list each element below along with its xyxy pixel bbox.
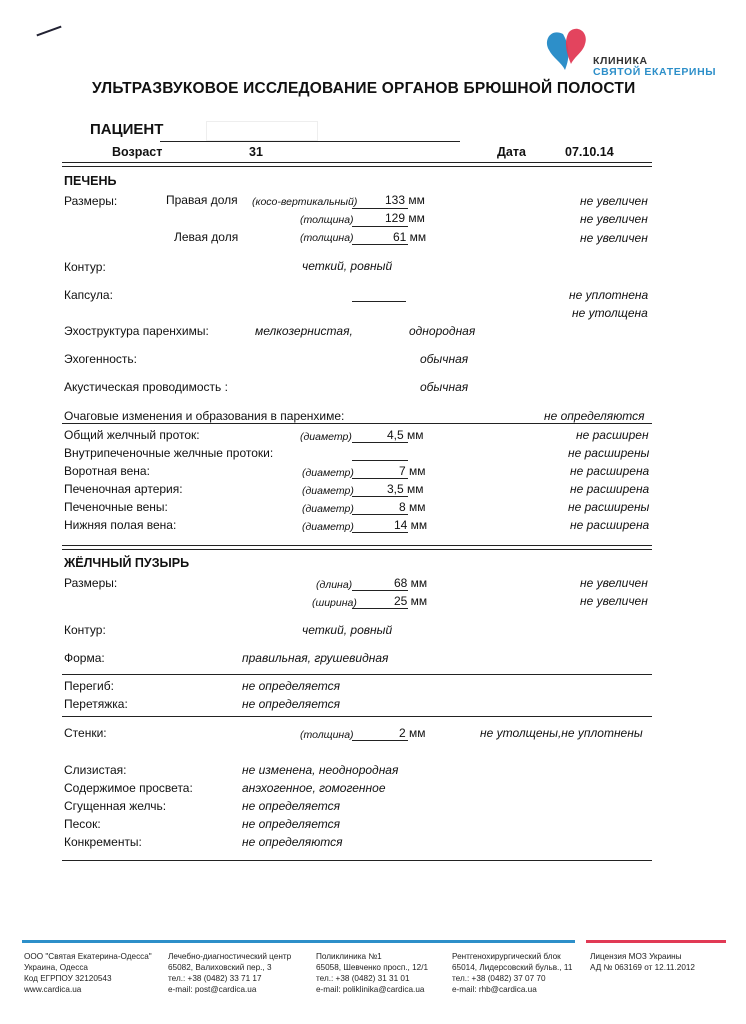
divider bbox=[62, 545, 652, 546]
portal-value: 7 мм bbox=[399, 464, 426, 478]
footer-link[interactable]: e-mail: post@cardica.ua bbox=[168, 985, 257, 994]
acoustic-value: обычная bbox=[420, 380, 469, 394]
value-underline bbox=[352, 590, 408, 591]
thick1-value: 129 мм bbox=[385, 211, 425, 225]
cbd-result: не расширен bbox=[576, 428, 649, 442]
gb-lumen-label: Содержимое просвета: bbox=[64, 781, 193, 795]
thick2-value: 61 мм bbox=[393, 230, 427, 244]
kv-value: 133 мм bbox=[385, 193, 425, 207]
value-underline bbox=[352, 301, 406, 302]
gb-constriction-label: Перетяжка: bbox=[64, 697, 128, 711]
thick2-label: (толщина) bbox=[300, 232, 354, 244]
ivc-diam-label: (диаметр) bbox=[302, 521, 354, 533]
divider bbox=[62, 716, 652, 717]
echogenicity-label: Эхогенность: bbox=[64, 352, 137, 366]
gb-contour-label: Контур: bbox=[64, 623, 106, 637]
value-underline bbox=[352, 460, 408, 461]
gb-sand-value: не определяется bbox=[242, 817, 340, 831]
footer-col-license bbox=[590, 951, 695, 973]
date-label: Дата bbox=[497, 145, 526, 159]
gb-form-label: Форма: bbox=[64, 651, 105, 665]
footer-text: АД № 063169 от 12.11.2012 bbox=[590, 963, 695, 972]
kv-result: не увеличен bbox=[580, 194, 648, 208]
footer-text: Лицензия МОЗ Украины bbox=[590, 952, 682, 961]
ivc-value: 14 мм bbox=[394, 518, 428, 532]
footer-text: тел.: +38 (0482) 33 71 17 bbox=[168, 974, 262, 983]
patient-label: ПАЦИЕНТ bbox=[90, 121, 164, 138]
value-underline bbox=[352, 740, 408, 741]
right-lobe-label: Правая доля bbox=[166, 193, 238, 207]
artery-diam-label: (диаметр) bbox=[302, 485, 354, 497]
heart-logo-icon bbox=[543, 26, 593, 82]
page-title: УЛЬТРАЗВУКОВОЕ ИССЛЕДОВАНИЕ ОРГАНОВ БРЮШНОЙ ПОЛОСТИ bbox=[92, 80, 636, 97]
footer-text: ООО "Святая Екатерина-Одесса" bbox=[24, 952, 152, 961]
value-underline bbox=[352, 478, 408, 479]
age-label: Возраст bbox=[112, 145, 163, 159]
portal-diam-label: (диаметр) bbox=[302, 467, 354, 479]
capsule-label: Капсула: bbox=[64, 288, 113, 302]
left-lobe-label: Левая доля bbox=[174, 230, 239, 244]
footer-text: 65014, Лидерсовский бульв., 11 bbox=[452, 963, 573, 972]
footer-text: Код ЕГРПОУ 32120543 bbox=[24, 974, 112, 983]
hepatic-veins-label: Печеночные вены: bbox=[64, 500, 168, 514]
ivc-result: не расширена bbox=[570, 518, 650, 532]
footer-text: Рентгенохирургический блок bbox=[452, 952, 561, 961]
value-underline bbox=[352, 514, 408, 515]
divider bbox=[62, 423, 652, 424]
footer-text: 65082, Валиховский пер., 3 bbox=[168, 963, 272, 972]
hepatic-veins-value: 8 мм bbox=[399, 500, 426, 514]
gb-sludge-label: Сгущенная желчь: bbox=[64, 799, 167, 813]
divider bbox=[62, 860, 652, 861]
portal-label: Воротная вена: bbox=[64, 464, 150, 478]
artery-result: не расширена bbox=[570, 482, 650, 496]
footer-text: 65058, Шевченко просп., 12/1 bbox=[316, 963, 429, 972]
footer-text: Поликлиника №1 bbox=[316, 952, 382, 961]
liver-header: ПЕЧЕНЬ bbox=[64, 174, 117, 188]
cbd-label: Общий желчный проток: bbox=[64, 428, 200, 442]
artery-value: 3,5 мм bbox=[387, 482, 424, 496]
echostructure-value2: однородная bbox=[409, 324, 476, 338]
value-underline bbox=[352, 244, 408, 245]
echostructure-value1: мелкозернистая, bbox=[255, 324, 353, 338]
gb-constriction-value: не определяется bbox=[242, 697, 340, 711]
kv-label: (косо-вертикальный) bbox=[252, 196, 358, 208]
pen-mark bbox=[36, 26, 61, 37]
capsule-result1: не уплотнена bbox=[569, 288, 649, 302]
gb-width-result: не увеличен bbox=[580, 594, 648, 608]
echogenicity-value: обычная bbox=[420, 352, 469, 366]
liver-size-label: Размеры: bbox=[64, 194, 118, 208]
divider bbox=[62, 166, 652, 167]
gb-form-value: правильная, грушевидная bbox=[242, 651, 389, 665]
gb-mucosa-value: не изменена, неоднородная bbox=[242, 763, 399, 777]
gallbladder-header: ЖЁЛЧНЫЙ ПУЗЫРЬ bbox=[64, 556, 190, 570]
ihd-result: не расширены bbox=[568, 446, 650, 460]
value-underline bbox=[352, 226, 408, 227]
footer-bar-red bbox=[586, 940, 726, 943]
ihd-label: Внутрипеченочные желчные протоки: bbox=[64, 446, 274, 460]
value-underline bbox=[352, 532, 408, 533]
footer-col-diagnostic bbox=[168, 951, 291, 995]
gb-size-label: Размеры: bbox=[64, 576, 118, 590]
thick2-result: не увеличен bbox=[580, 231, 648, 245]
footer-col-company bbox=[24, 951, 152, 995]
divider bbox=[62, 674, 652, 675]
value-underline bbox=[352, 442, 408, 443]
footer-text: Лечебно-диагностический центр bbox=[168, 952, 292, 961]
focal-value: не определяются bbox=[544, 409, 645, 423]
logo-line1: КЛИНИКА bbox=[593, 55, 648, 67]
footer-link[interactable]: e-mail: rhb@cardica.ua bbox=[452, 985, 537, 994]
echostructure-label: Эхоструктура паренхимы: bbox=[64, 324, 209, 338]
footer-text: Украина, Одесса bbox=[24, 963, 88, 972]
footer-bar-blue bbox=[22, 940, 575, 943]
gb-mucosa-label: Слизистая: bbox=[64, 763, 127, 777]
divider bbox=[62, 549, 652, 550]
gb-walls-label: Стенки: bbox=[64, 726, 107, 740]
logo-line2: СВЯТОЙ ЕКАТЕРИНЫ bbox=[593, 66, 717, 78]
gb-contour-value: четкий, ровный bbox=[302, 623, 393, 637]
patient-name-redaction bbox=[206, 121, 318, 141]
patient-underline bbox=[160, 141, 460, 142]
footer-link[interactable]: e-mail: poliklinika@cardica.ua bbox=[316, 985, 425, 994]
cbd-value: 4,5 мм bbox=[387, 428, 424, 442]
gb-width-value: 25 мм bbox=[394, 594, 428, 608]
portal-result: не расширена bbox=[570, 464, 650, 478]
footer-link[interactable]: www.cardica.ua bbox=[24, 985, 82, 994]
ivc-label: Нижняя полая вена: bbox=[64, 518, 177, 532]
value-underline bbox=[352, 208, 408, 209]
contour-value: четкий, ровный bbox=[302, 259, 393, 273]
footer-text: тел.: +38 (0482) 37 07 70 bbox=[452, 974, 546, 983]
gb-lumen-value: анэхогенное, гомогенное bbox=[242, 781, 386, 795]
gb-length-result: не увеличен bbox=[580, 576, 648, 590]
footer-col-xray bbox=[452, 951, 572, 995]
contour-label: Контур: bbox=[64, 260, 106, 274]
artery-label: Печеночная артерия: bbox=[64, 482, 183, 496]
gb-stones-label: Конкременты: bbox=[64, 835, 142, 849]
hepatic-veins-result: не расширены bbox=[568, 500, 650, 514]
thick1-label: (толщина) bbox=[300, 214, 354, 226]
gb-stones-value: не определяются bbox=[242, 835, 343, 849]
footer-col-polyclinic bbox=[316, 951, 428, 995]
value-underline bbox=[352, 608, 408, 609]
gb-sludge-value: не определяется bbox=[242, 799, 340, 813]
cbd-diam-label: (диаметр) bbox=[300, 431, 352, 443]
gb-length-value: 68 мм bbox=[394, 576, 428, 590]
footer-text: тел.: +38 (0482) 31 31 01 bbox=[316, 974, 410, 983]
acoustic-label: Акустическая проводимость : bbox=[64, 380, 228, 394]
date-value: 07.10.14 bbox=[565, 145, 614, 159]
capsule-result2: не утолщена bbox=[572, 306, 648, 320]
gb-length-label: (длина) bbox=[316, 579, 353, 591]
gb-bend-label: Перегиб: bbox=[64, 679, 114, 693]
clinic-logo bbox=[543, 26, 717, 86]
divider bbox=[62, 162, 652, 163]
gb-bend-value: не определяется bbox=[242, 679, 340, 693]
focal-label: Очаговые изменения и образования в паренхиме: bbox=[64, 409, 345, 423]
thick1-result: не увеличен bbox=[580, 212, 648, 226]
age-value: 31 bbox=[249, 145, 263, 159]
gb-walls-value: 2 мм bbox=[399, 726, 426, 740]
gb-walls-result: не утолщены,не уплотнены bbox=[480, 726, 643, 740]
gb-sand-label: Песок: bbox=[64, 817, 101, 831]
hepatic-veins-diam-label: (диаметр) bbox=[302, 503, 354, 515]
gb-walls-thick-label: (толщина) bbox=[300, 729, 354, 741]
value-underline bbox=[352, 496, 408, 497]
gb-width-label: (ширина) bbox=[312, 597, 357, 609]
